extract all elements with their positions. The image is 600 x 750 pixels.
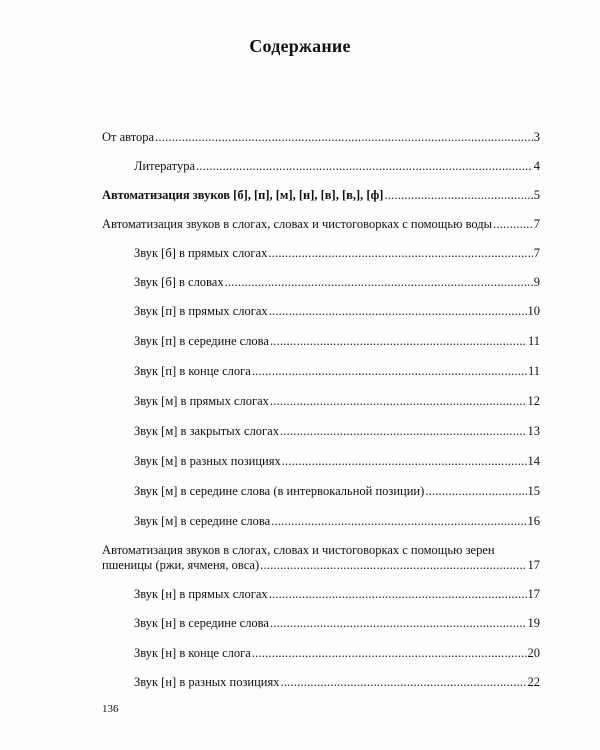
toc-entry [134, 454, 540, 469]
toc-entry-page: 12 [527, 394, 540, 408]
toc-entry-label: Звук [м] в середине слова (в интервокальной позиции) [134, 484, 425, 498]
toc-entry-label: Звук [н] в конце слога [134, 646, 251, 660]
toc-entry-label: Звук [б] в прямых слогах [134, 246, 268, 260]
toc-entry-page: 15 [527, 484, 540, 498]
toc-leader-dots [252, 646, 527, 661]
toc-leader-dots [281, 675, 527, 690]
toc-entry-page: 10 [527, 304, 540, 318]
toc-entry-page: 17 [527, 587, 540, 601]
toc-entry [134, 616, 540, 631]
toc-leader-dots [268, 246, 532, 261]
toc-entry-label: Звук [н] в разных позициях [134, 675, 280, 689]
page-number: 136 [102, 703, 119, 715]
toc-entry-label: От автора [102, 130, 155, 144]
toc-entry [134, 334, 540, 349]
toc-entry-page: 11 [527, 334, 540, 348]
toc-entry-page: 7 [533, 246, 540, 260]
toc-leader-dots [384, 188, 532, 203]
toc-entry-label: Звук [м] в закрытых слогах [134, 424, 279, 438]
toc-entry-label: Автоматизация звуков в слогах, словах и чистоговорках с помощью воды [102, 217, 493, 231]
toc-entry [134, 364, 540, 379]
toc-entry-page: 5 [533, 188, 540, 202]
toc-entry-page: 11 [527, 364, 540, 378]
toc-entry [134, 304, 540, 319]
toc-entry-label: пшеницы (ржи, ячменя, овса) [102, 558, 260, 572]
toc-leader-dots [270, 334, 527, 349]
toc-leader-dots [280, 424, 527, 439]
toc-entry [102, 217, 540, 232]
toc-entry [102, 130, 540, 145]
toc-entry-label-line1: Автоматизация звуков в слогах, словах и чистоговорках с помощью зерен [102, 543, 495, 557]
toc-entry-page: 22 [527, 675, 540, 689]
toc-leader-dots [425, 484, 526, 499]
toc-leader-dots [271, 514, 526, 529]
toc-entry-page: 19 [527, 616, 540, 630]
page-title: Содержание [249, 36, 351, 56]
toc-entry-page: 20 [527, 646, 540, 660]
toc-entry [134, 275, 540, 290]
toc-entry [134, 675, 540, 690]
toc-entry-page: 13 [527, 424, 540, 438]
toc-entry [134, 424, 540, 439]
toc-entry-page: 3 [533, 130, 540, 144]
toc-entry [102, 188, 540, 203]
toc-entry-page: 16 [527, 514, 540, 528]
toc-entry-label: Звук [п] в середине слова [134, 334, 269, 348]
toc-entry [134, 246, 540, 261]
toc-entry-label: Автоматизация звуков [б], [п], [м], [н], [в], [в,], [ф] [102, 188, 384, 202]
toc-entry-label: Звук [б] в словах [134, 275, 224, 289]
toc-leader-dots [282, 454, 527, 469]
toc-entry-page: 4 [533, 159, 540, 173]
toc-entry-label: Звук [м] в разных позициях [134, 454, 281, 468]
toc-leader-dots [225, 275, 533, 290]
toc-leader-dots [270, 394, 527, 409]
toc-entry [134, 484, 540, 499]
toc-entry-page: 14 [527, 454, 540, 468]
toc-entry-label: Звук [н] в прямых слогах [134, 587, 268, 601]
toc-entry [134, 646, 540, 661]
toc-entry-label: Звук [п] в конце слога [134, 364, 251, 378]
toc-entry-label: Звук [м] в прямых слогах [134, 394, 269, 408]
toc-entry-label: Звук [н] в середине слова [134, 616, 269, 630]
toc-entry-label: Литература [134, 159, 195, 173]
toc-leader-dots [196, 159, 533, 174]
toc-entry-page: 9 [533, 275, 540, 289]
toc-leader-dots [155, 130, 533, 145]
toc-entry-page: 17 [527, 558, 540, 572]
toc-leader-dots [269, 587, 527, 602]
toc-leader-dots [252, 364, 527, 379]
toc-entry-page: 7 [533, 217, 540, 231]
toc-leader-dots [270, 616, 527, 631]
toc-entry [134, 514, 540, 529]
toc-entry [102, 543, 540, 573]
toc-leader-dots [260, 558, 526, 573]
toc-entry-label: Звук [м] в середине слова [134, 514, 271, 528]
toc-entry [134, 159, 540, 174]
toc-entry [134, 394, 540, 409]
toc-entry-label: Звук [п] в прямых слогах [134, 304, 268, 318]
toc-leader-dots [269, 304, 527, 319]
toc-entry [134, 587, 540, 602]
toc-leader-dots [493, 217, 533, 232]
